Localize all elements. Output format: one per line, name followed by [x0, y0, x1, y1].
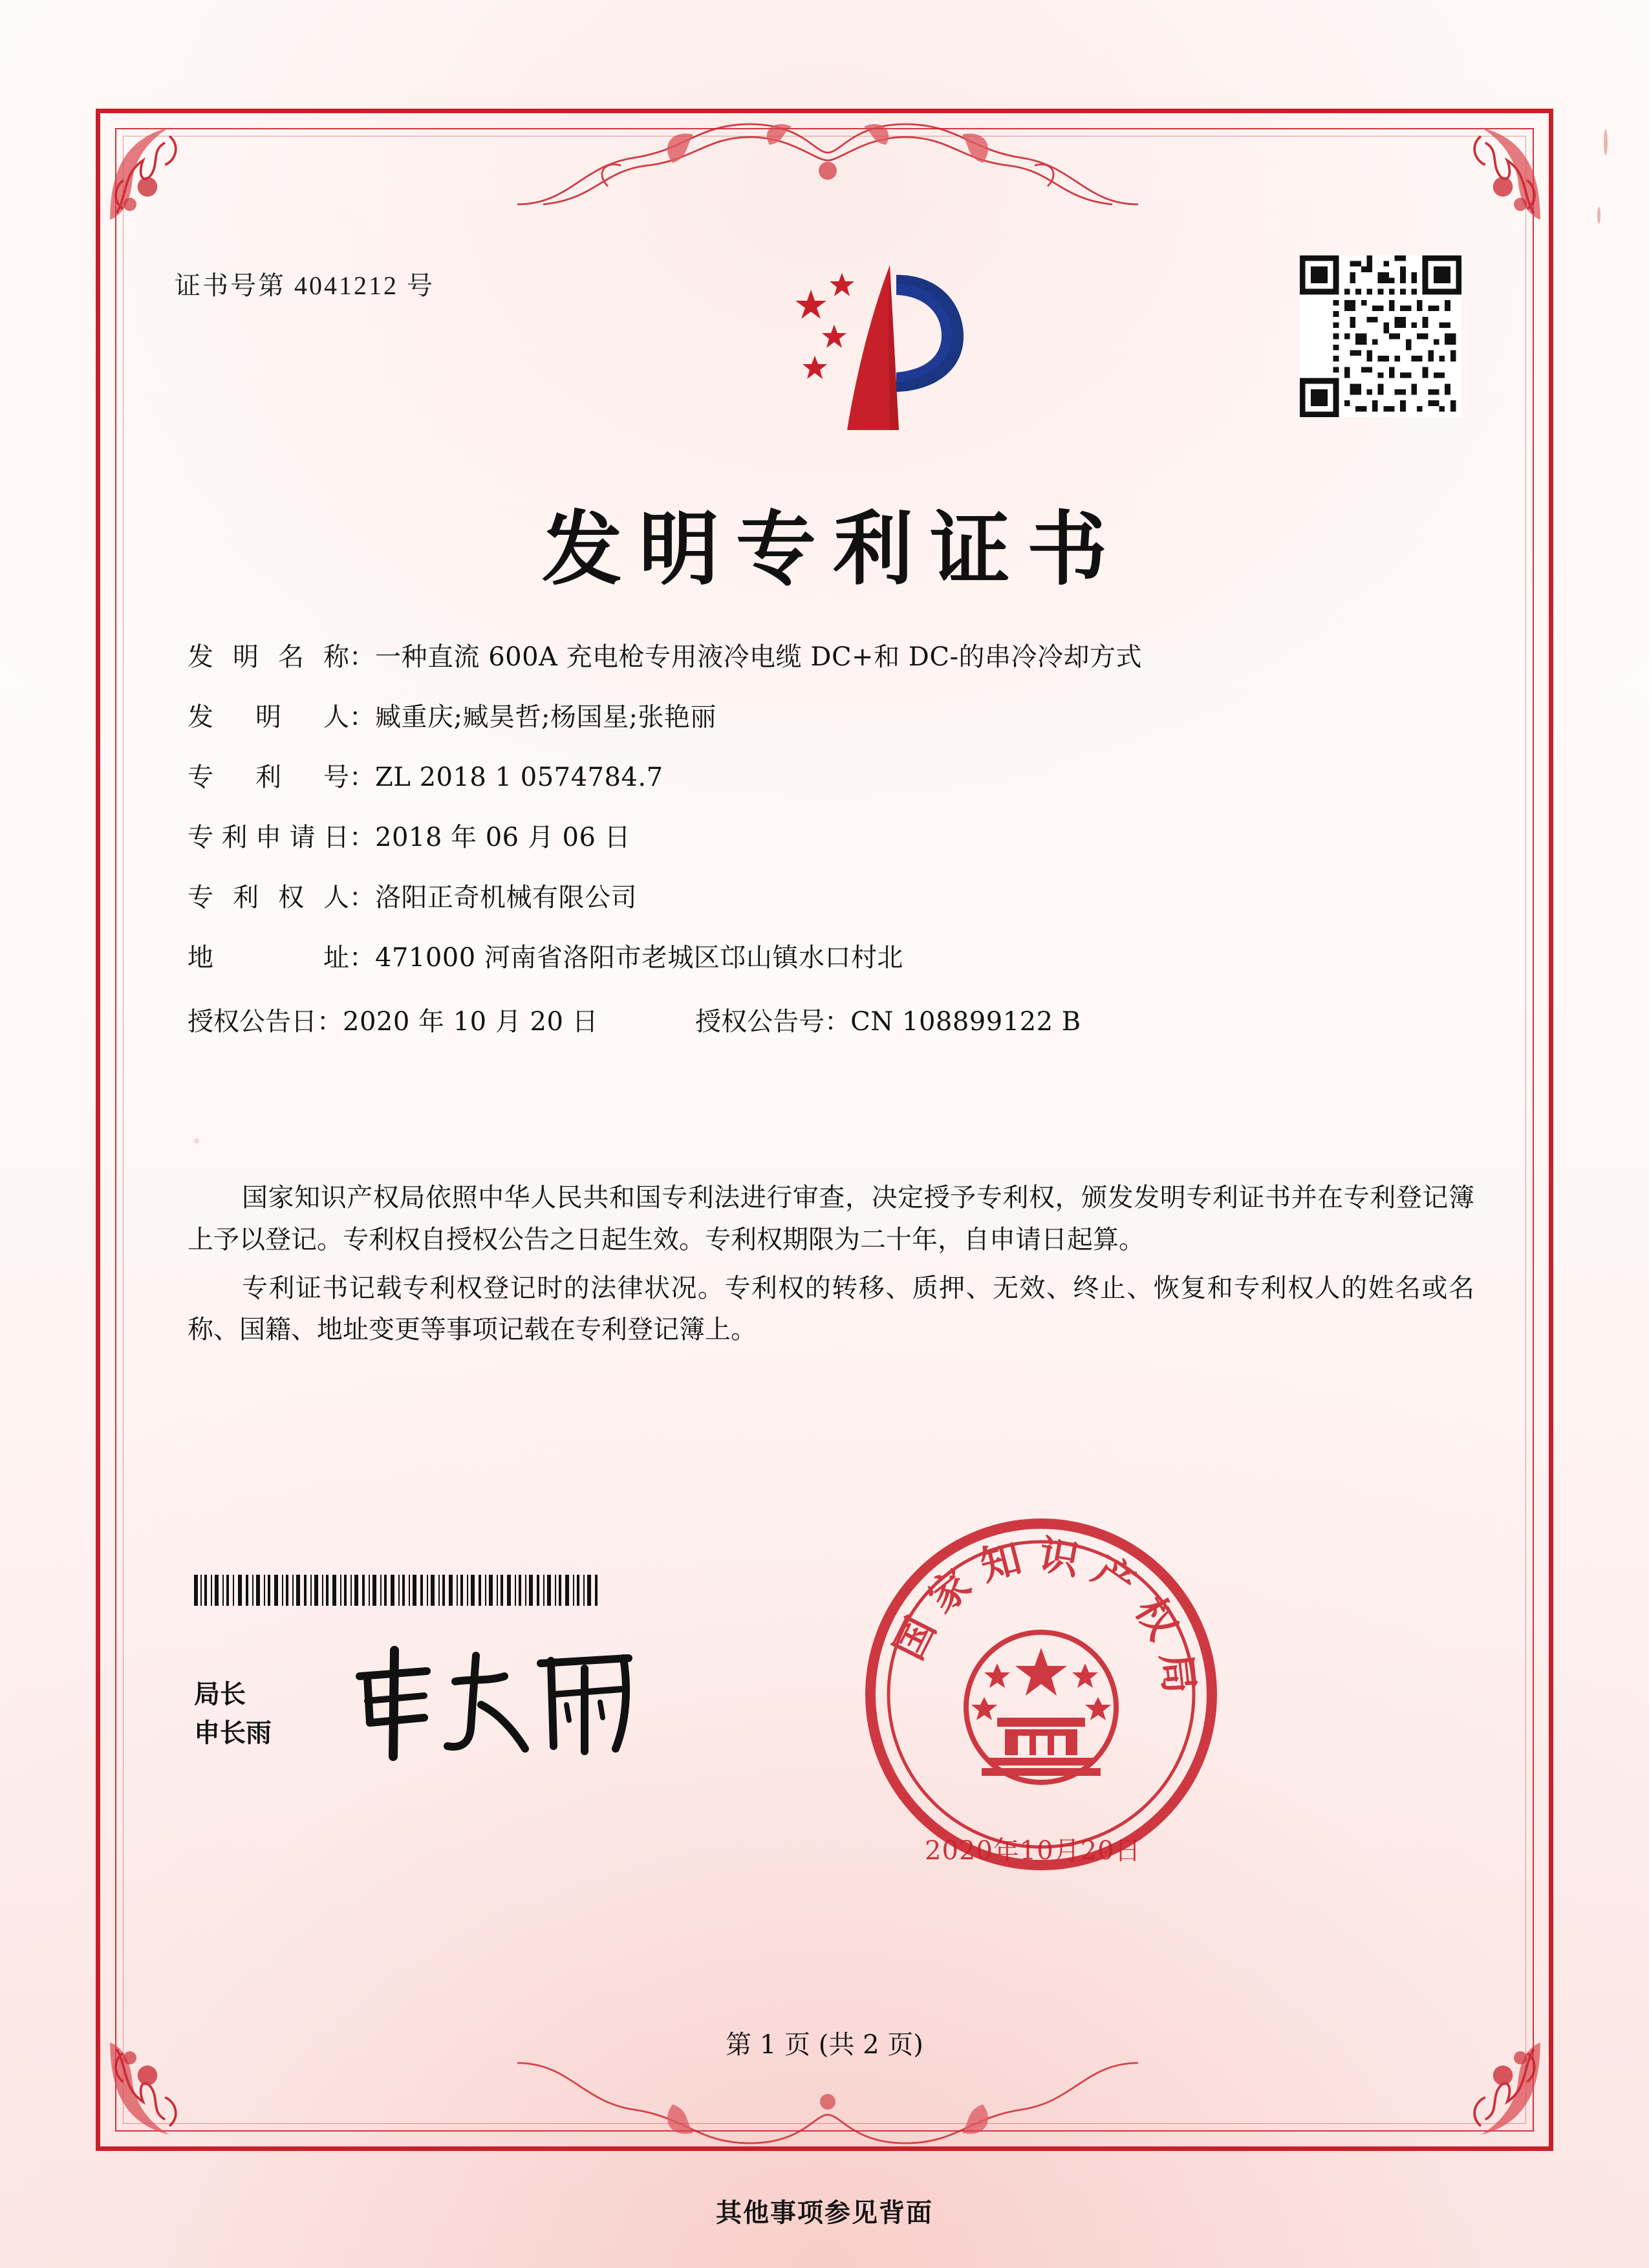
qr-code — [1300, 255, 1461, 417]
certificate-number: 证书号第 4041212 号 — [175, 271, 435, 300]
grant-number-value: CN 108899122 B — [850, 1007, 1081, 1037]
field-value: 471000 河南省洛阳市老城区邙山镇水口村北 — [375, 943, 903, 973]
seal-date: 2020年10月20日 — [925, 1836, 1141, 1866]
scan-artifact — [194, 1138, 199, 1143]
field-label: 专利申请日 — [188, 823, 349, 852]
field-colon: ： — [349, 823, 375, 852]
field-value: 一种直流 600A 充电枪专用液冷电缆 DC+和 DC-的串冷冷却方式 — [375, 642, 1142, 672]
field-value: ZL 2018 1 0574784.7 — [375, 762, 663, 792]
footer-note: 其他事项参见背面 — [716, 2198, 933, 2228]
handwritten-signature-icon — [336, 1643, 647, 1766]
field-row-grant — [188, 1001, 1474, 1038]
field-colon: ： — [349, 762, 375, 792]
grant-date-value: 2020 年 10 月 20 日 — [343, 1007, 599, 1037]
grant-number-label: 授权公告号 — [695, 1007, 825, 1037]
director-name: 申长雨 — [194, 1718, 272, 1748]
field-row-patent-number — [188, 761, 1474, 794]
field-colon: ： — [349, 642, 375, 672]
field-label: 发明人 — [188, 702, 349, 732]
grant-date-colon: ： — [317, 1007, 343, 1036]
field-label: 专利权人 — [188, 883, 349, 913]
legal-paragraph: 专利证书记载专利权登记时的法律状况。专利权的转移、质押、无效、终止、恢复和专利权人的姓名或名称、国籍、地址变更等事项记载在专利登记簿上。 — [188, 1273, 1474, 1345]
field-value: 2018 年 06 月 06 日 — [375, 823, 631, 852]
page-title: 发明专利证书 — [541, 502, 1124, 596]
signature-block — [194, 1675, 272, 1753]
field-row-invention-name — [188, 640, 1474, 674]
field-colon: ： — [349, 943, 375, 973]
legal-text-block — [188, 1177, 1474, 1357]
patent-office-logo-icon — [770, 246, 983, 440]
field-label: 发明名称 — [188, 642, 349, 672]
field-row-patentee — [188, 881, 1474, 914]
field-row-inventors — [188, 700, 1474, 734]
field-row-address — [188, 941, 1474, 975]
barcode — [194, 1575, 601, 1606]
page-indicator: 第 1 页 (共 2 页) — [726, 2030, 923, 2060]
field-row-application-date — [188, 821, 1474, 854]
fields-list — [188, 640, 1474, 1064]
field-colon: ： — [349, 883, 375, 913]
director-title: 局长 — [194, 1679, 246, 1709]
grant-number-colon: ： — [824, 1007, 851, 1036]
field-colon: ： — [349, 702, 375, 732]
field-label: 地址 — [188, 943, 349, 973]
scan-artifact — [1597, 207, 1600, 224]
scan-artifact — [1604, 129, 1608, 155]
svg-text:国家知识产权局: 国家知识产权局 — [885, 1530, 1205, 1709]
grant-date-label: 授权公告日 — [188, 1007, 317, 1037]
field-value: 臧重庆;臧昊哲;杨国星;张艳丽 — [375, 702, 717, 732]
legal-paragraph: 国家知识产权局依照中华人民共和国专利法进行审查，决定授予专利权，颁发发明专利证书并在专利登记簿上予以登记。专利权自授权公告之日起生效。专利权期限为二十年，自申请日起算。 — [188, 1183, 1474, 1255]
field-label: 专利号 — [188, 762, 349, 792]
official-seal — [860, 1513, 1222, 1875]
field-value: 洛阳正奇机械有限公司 — [375, 883, 637, 913]
